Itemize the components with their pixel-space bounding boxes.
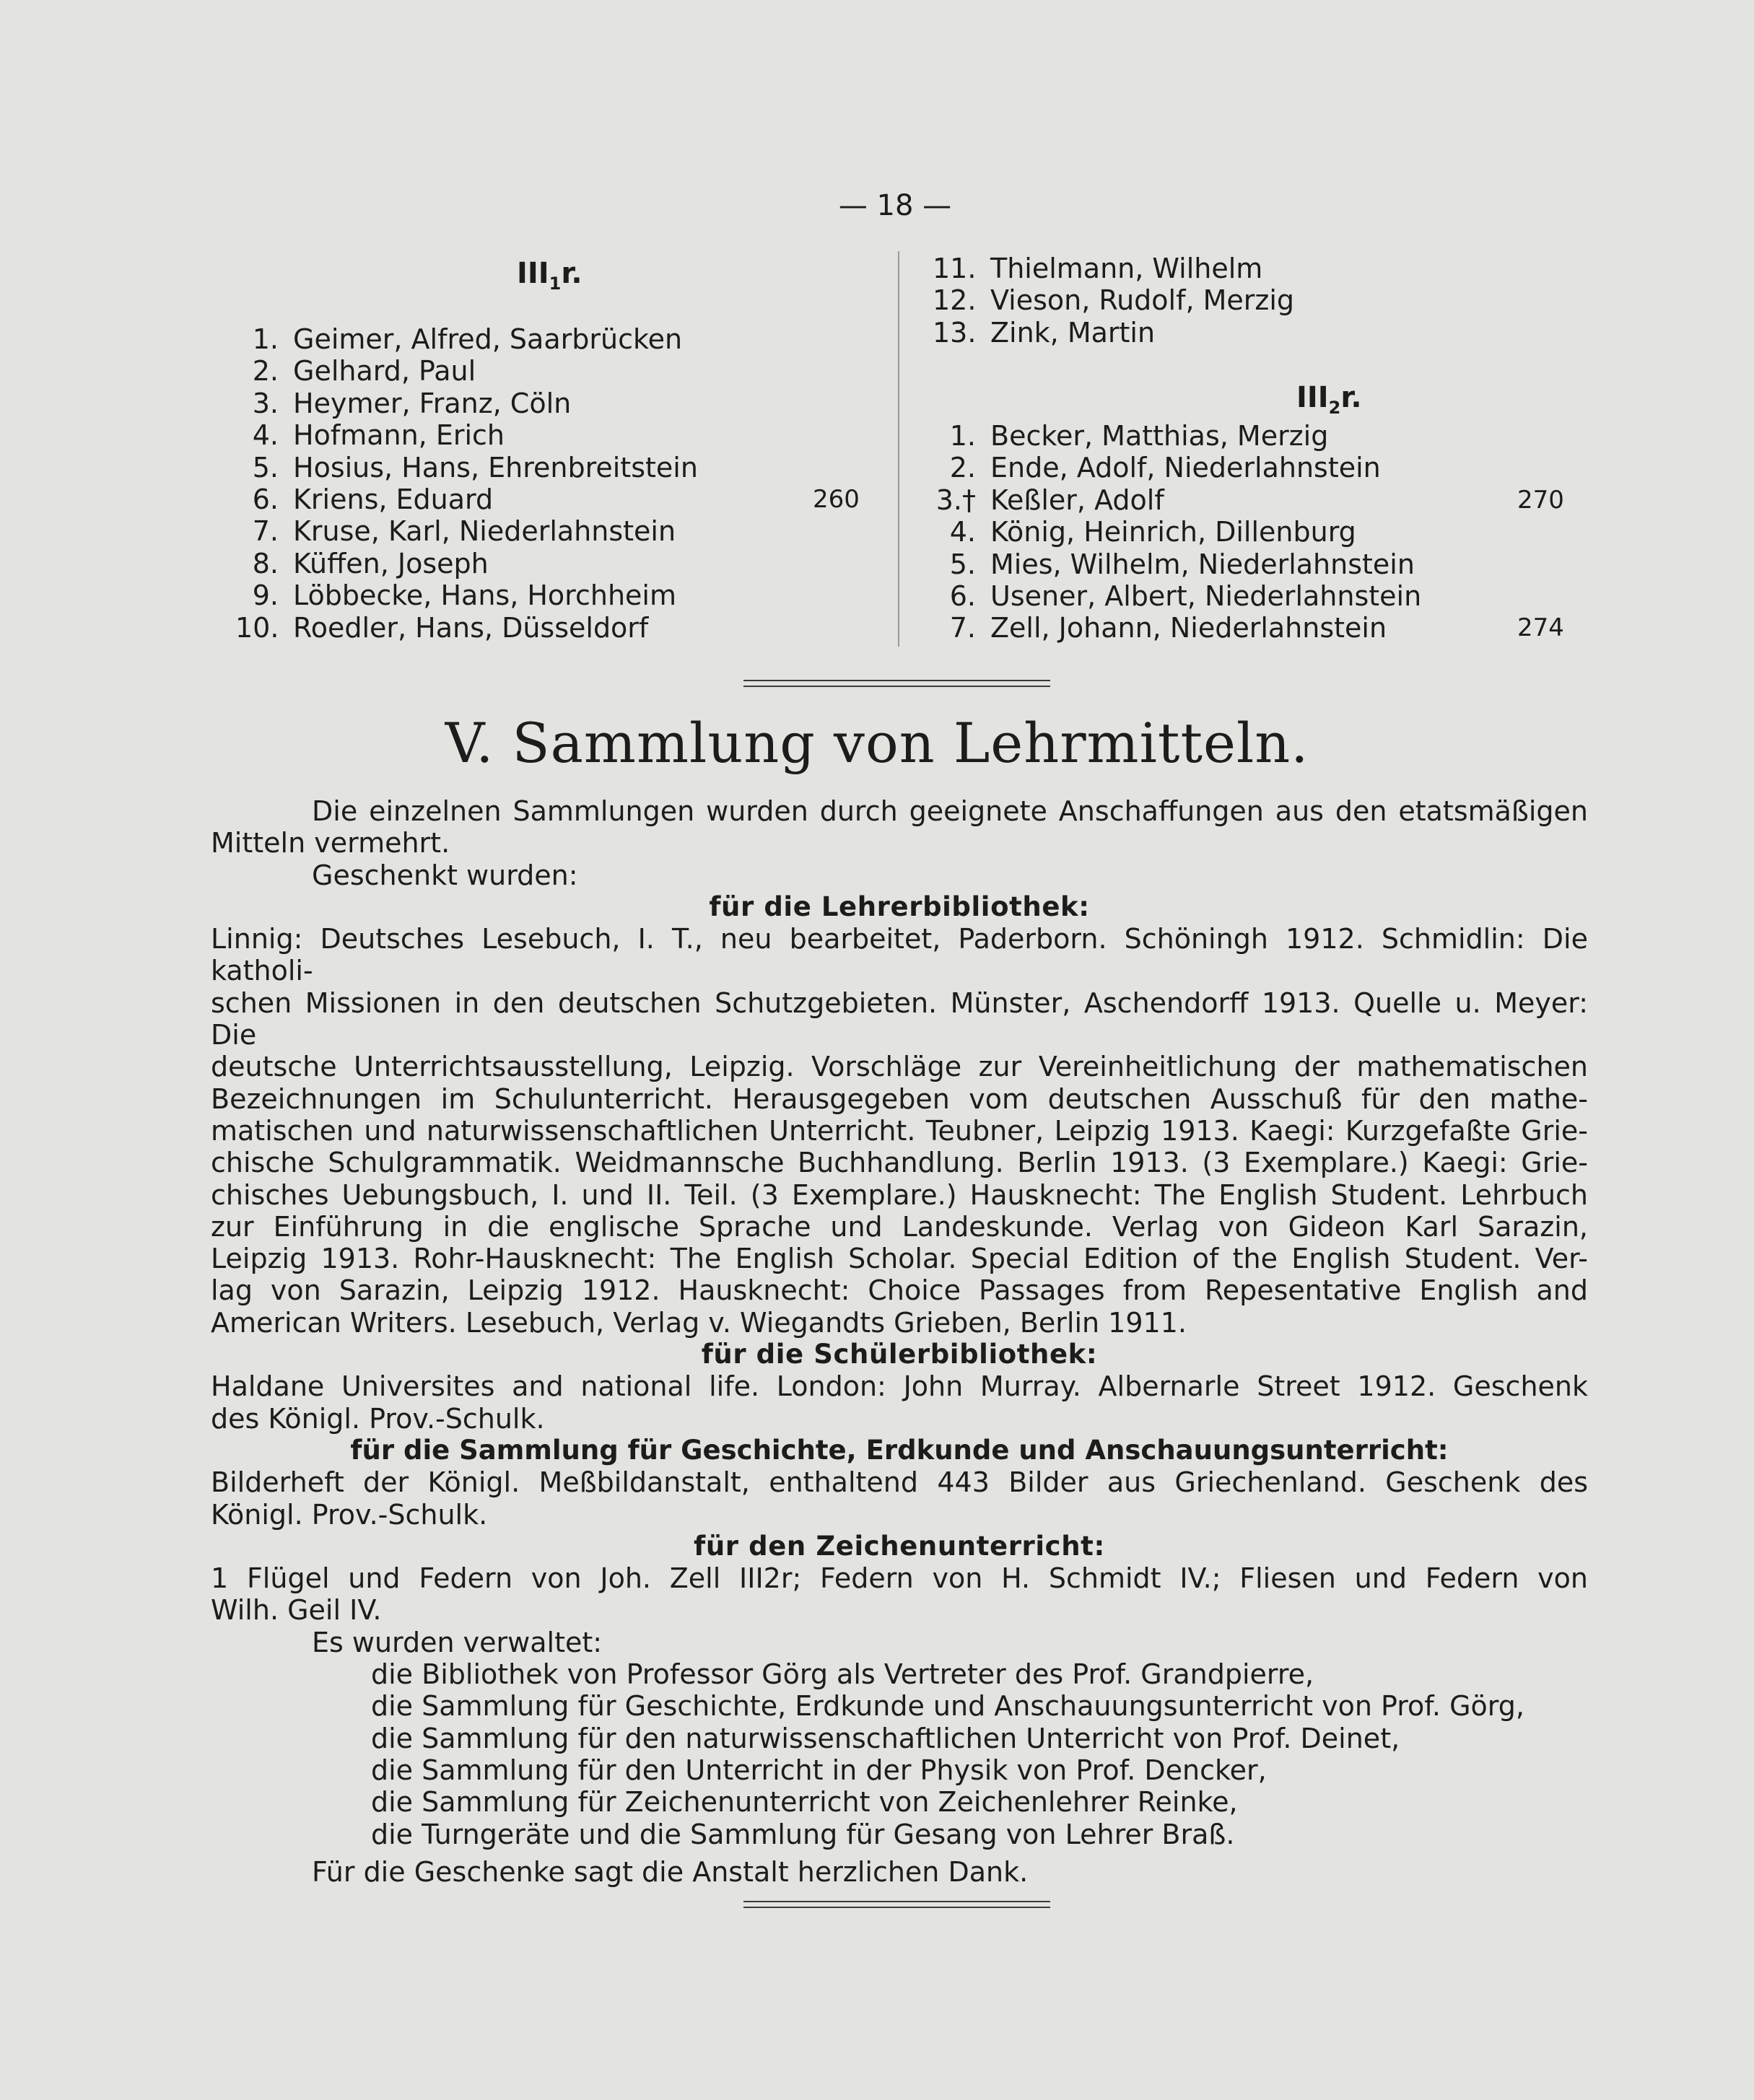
- item-number: 4.: [949, 516, 976, 548]
- item-number: 11.: [933, 253, 977, 284]
- drawing-heading: für den Zeichenunterricht:: [694, 1530, 1105, 1562]
- item-number: 1.: [252, 323, 279, 355]
- list-item: [252, 419, 878, 452]
- text-line: die Bibliothek von Professor Görg als Vertreter des Prof. Grandpierre,: [371, 1658, 1314, 1691]
- student-library-text: [211, 1370, 1588, 1435]
- teacher-library-text: [211, 923, 1588, 1339]
- list-item: [933, 253, 1568, 284]
- teacher-library-heading: für die Lehrerbibliothek:: [709, 891, 1090, 922]
- score-mark: 260: [813, 484, 860, 514]
- class-heading-iii1r: [517, 257, 583, 294]
- text-line: Linnig: Deutsches Lesebuch, I. T., neu bearbeitet, Paderborn. Schöningh 1912. Schmidlin: Die katholi-: [211, 923, 1588, 987]
- text-line: Wilh. Geil IV.: [211, 1594, 382, 1627]
- student-name: Ende, Adolf, Niederlahnstein: [990, 452, 1381, 484]
- text-line: die Sammlung für den Unterricht in der Physik von Prof. Dencker,: [371, 1754, 1267, 1786]
- intro-line: Mitteln vermehrt.: [211, 827, 450, 859]
- student-list-iii1r: [235, 323, 878, 644]
- student-name: Hofmann, Erich: [293, 419, 505, 452]
- list-item: [949, 516, 1568, 548]
- text-line: deutsche Unterrichtsausstellung, Leipzig. Vorschläge zur Vereinheitlichung der mathematischen: [211, 1051, 1588, 1083]
- student-name: König, Heinrich, Dillenburg: [990, 516, 1356, 548]
- item-number: 4.: [252, 419, 279, 452]
- list-item: [252, 323, 878, 355]
- administered-label: Es wurden verwaltet:: [312, 1626, 603, 1658]
- list-item: [252, 355, 878, 388]
- text-line: chisches Uebungsbuch, I. und II. Teil. (3 Exemplare.) Hausknecht: The English Student. Lehrbuch: [211, 1178, 1588, 1211]
- student-name: Kriens, Eduard: [293, 483, 494, 515]
- list-item: [235, 611, 878, 644]
- text-line: schen Missionen in den deutschen Schutzgebieten. Münster, Aschendorff 1913. Quelle u. Meyer: Die: [211, 986, 1588, 1051]
- student-name: Hosius, Hans, Ehrenbreitstein: [293, 451, 698, 484]
- item-number: 3.†: [935, 484, 976, 516]
- class-heading-iii2r: [1296, 381, 1362, 418]
- item-number: 2.: [252, 355, 279, 388]
- administered-list: [211, 1658, 1588, 1850]
- text-line: chische Schulgrammatik. Weidmannsche Buchhandlung. Berlin 1913. (3 Exemplare.) Kaegi: Grie-: [211, 1147, 1588, 1179]
- list-item: [933, 284, 1568, 317]
- list-item: [949, 612, 1568, 644]
- item-number: 12.: [933, 284, 977, 317]
- item-number: 8.: [252, 547, 279, 579]
- list-item: [252, 547, 878, 579]
- list-item: [252, 483, 878, 515]
- history-collection-heading: für die Sammlung für Geschichte, Erdkunde und Anschauungsunterricht:: [350, 1434, 1449, 1466]
- list-item: [935, 484, 1568, 516]
- student-name: Zink, Martin: [990, 316, 1156, 349]
- class-heading-label: III: [1296, 381, 1329, 414]
- drawing-text: [211, 1562, 1588, 1627]
- student-name: Geimer, Alfred, Saarbrücken: [293, 323, 683, 355]
- student-name: Kruse, Karl, Niederlahnstein: [293, 515, 676, 548]
- item-number: 9.: [252, 579, 279, 612]
- section-rule-bottom: [743, 686, 1050, 687]
- student-name: Usener, Albert, Niederlahnstein: [990, 579, 1422, 612]
- class-heading-subscript: 2: [1328, 398, 1341, 418]
- list-item: [949, 420, 1568, 452]
- student-name: Küffen, Joseph: [293, 547, 489, 579]
- text-line: zur Einführung in die englische Sprache und Landeskunde. Verlag von Gideon Karl Sarazin,: [211, 1210, 1588, 1243]
- section-rule-top: [743, 680, 1050, 681]
- student-name: Mies, Wilhelm, Niederlahnstein: [990, 548, 1415, 580]
- item-number: 13.: [933, 316, 977, 349]
- student-library-heading: für die Schülerbibliothek:: [701, 1339, 1098, 1370]
- student-name: Roedler, Hans, Düsseldorf: [293, 611, 649, 644]
- list-item: [252, 515, 878, 548]
- list-item: [933, 316, 1568, 349]
- student-name: Vieson, Rudolf, Merzig: [990, 284, 1295, 317]
- list-item: [949, 452, 1568, 484]
- student-name: Becker, Matthias, Merzig: [990, 420, 1329, 452]
- text-line: matischen und naturwissenschaftlichen Unterricht. Teubner, Leipzig 1913. Kaegi: Kurzgefaßte Grie-: [211, 1114, 1588, 1147]
- item-number: 6.: [252, 483, 279, 515]
- student-name: Thielmann, Wilhelm: [990, 253, 1263, 284]
- item-number: 6.: [949, 579, 976, 612]
- end-rule-top: [743, 1901, 1050, 1902]
- item-number: 2.: [949, 452, 976, 484]
- text-line: die Sammlung für Geschichte, Erdkunde und Anschauungsunterricht von Prof. Görg,: [371, 1690, 1524, 1723]
- class-heading-suffix: r.: [1340, 381, 1362, 414]
- score-mark: 274: [1517, 613, 1564, 643]
- text-line: des Königl. Prov.-Schulk.: [211, 1402, 545, 1435]
- text-line: die Sammlung für den naturwissenschaftlichen Unterricht von Prof. Deinet,: [371, 1722, 1400, 1754]
- item-number: 7.: [252, 515, 279, 548]
- class-heading-subscript: 1: [549, 274, 562, 294]
- class-heading-label: III: [517, 257, 549, 290]
- item-number: 7.: [949, 612, 976, 644]
- student-list-iii2r: [935, 420, 1568, 644]
- list-item: [949, 579, 1568, 612]
- item-number: 1.: [949, 420, 976, 452]
- end-rule-bottom: [743, 1907, 1050, 1908]
- item-number: 3.: [252, 387, 279, 419]
- text-line: Bilderheft der Königl. Meßbildanstalt, enthaltend 443 Bilder aus Griechenland. Geschenk des: [211, 1466, 1588, 1499]
- item-number: 5.: [949, 548, 976, 580]
- page-number: — 18 —: [838, 189, 952, 222]
- text-line: 1 Flügel und Federn von Joh. Zell III2r; Federn von H. Schmidt IV.; Fliesen und Federn von: [211, 1562, 1588, 1595]
- text-line: die Turngeräte und die Sammlung für Gesang von Lehrer Braß.: [371, 1818, 1235, 1850]
- list-item: [252, 579, 878, 612]
- section-body: [211, 795, 1588, 1888]
- text-line: Leipzig 1913. Rohr-Hausknecht: The English Scholar. Special Edition of the English Student. Ver-: [211, 1243, 1588, 1275]
- text-line: American Writers. Lesebuch, Verlag v. Wiegandts Grieben, Berlin 1911.: [211, 1306, 1187, 1339]
- student-name: Löbbecke, Hans, Horchheim: [293, 579, 676, 612]
- student-name: Zell, Johann, Niederlahnstein: [990, 612, 1387, 644]
- history-collection-text: [211, 1466, 1588, 1531]
- class-heading-suffix: r.: [561, 257, 583, 290]
- text-line: lag von Sarazin, Leipzig 1912. Hausknecht: Choice Passages from Repesentative English and: [211, 1274, 1588, 1307]
- text-line: Bezeichnungen im Schulunterricht. Herausgegeben vom deutschen Ausschuß für den mathe-: [211, 1082, 1588, 1115]
- student-name: Gelhard, Paul: [293, 355, 476, 388]
- student-list-iii1r-continued: [933, 253, 1568, 349]
- text-line: die Sammlung für Zeichenunterricht von Zeichenlehrer Reinke,: [371, 1786, 1238, 1819]
- student-name: Keßler, Adolf: [990, 484, 1164, 516]
- item-number: 10.: [235, 611, 279, 644]
- section-title: V. Sammlung von Lehrmitteln.: [445, 711, 1309, 775]
- thanks-line: Für die Geschenke sagt die Anstalt herzlichen Dank.: [312, 1855, 1029, 1888]
- donated-label: Geschenkt wurden:: [312, 859, 578, 891]
- text-line: Haldane Universites and national life. London: John Murray. Albernarle Street 1912. Geschenk: [211, 1370, 1588, 1403]
- column-divider: [898, 251, 899, 647]
- list-item: [949, 548, 1568, 580]
- intro-line: Die einzelnen Sammlungen wurden durch geeignete Anschaffungen aus den etatsmäßigen: [312, 795, 1588, 827]
- score-mark: 270: [1517, 485, 1564, 515]
- list-item: [252, 387, 878, 419]
- list-item: [252, 451, 878, 484]
- item-number: 5.: [252, 451, 279, 484]
- text-line: Königl. Prov.-Schulk.: [211, 1498, 488, 1531]
- student-name: Heymer, Franz, Cöln: [293, 387, 572, 419]
